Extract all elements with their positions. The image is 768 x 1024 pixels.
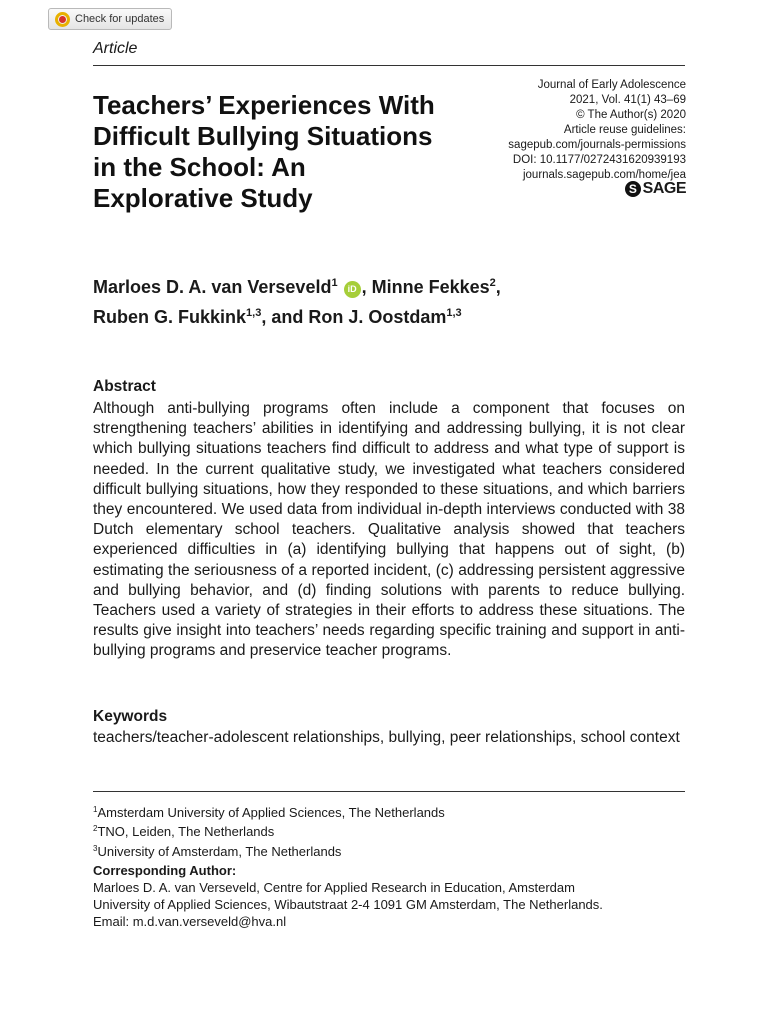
corresponding-author-line: University of Applied Sciences, Wibautstraat 2-4 1091 GM Amsterdam, The Netherlands. (93, 897, 603, 912)
sage-logo-icon: S (625, 181, 641, 197)
check-for-updates-label: Check for updates (75, 13, 165, 25)
affiliation-marker: 1,3 (446, 307, 462, 319)
paper-title: Teachers’ Experiences With Difficult Bullying Situations in the School: An Explorative Study (93, 90, 435, 213)
sage-wordmark: SAGE (642, 180, 686, 197)
journal-homepage-link[interactable]: journals.sagepub.com/home/jea (522, 169, 686, 181)
header-divider (93, 65, 685, 66)
author-name: , Minne Fekkes (361, 277, 490, 297)
journal-name: Journal of Early Adolescence (537, 79, 686, 91)
affiliation-marker: 2 (489, 277, 496, 289)
check-for-updates-button[interactable] (48, 8, 172, 30)
affiliation-marker: 1 (331, 277, 338, 289)
orcid-icon[interactable]: iD (344, 281, 361, 298)
permissions-link[interactable]: sagepub.com/journals-permissions (508, 139, 686, 151)
affiliation-marker: 1,3 (246, 307, 262, 319)
reuse-guidelines-label: Article reuse guidelines: (563, 124, 686, 136)
journal-info (446, 78, 686, 183)
affiliation-item: $^3$University of Amsterdam, The Netherlands (93, 843, 342, 859)
keywords-text: teachers/teacher-adolescent relationships, bullying, peer relationships, school context (93, 729, 680, 746)
author-name: , and Ron J. Oostdam (261, 307, 447, 327)
author-name: Ruben G. Fukkink (93, 307, 247, 327)
journal-citation: 2021, Vol. 41(1) 43–69 (569, 94, 686, 106)
affiliation-item: $^1$Amsterdam University of Applied Sciences, The Netherlands (93, 805, 445, 820)
corresponding-author-line: Marloes D. A. van Verseveld, Centre for Applied Research in Education, Amsterdam (93, 880, 575, 895)
keywords-heading: Keywords (93, 708, 168, 725)
copyright-notice: © The Author(s) 2020 (576, 109, 686, 121)
update-status-icon (55, 12, 70, 27)
author-name: Marloes D. A. van Verseveld (93, 277, 332, 297)
corresponding-author-email[interactable]: Email: m.d.van.verseveld@hva.nl (93, 914, 287, 929)
footnote-divider (93, 791, 685, 792)
affiliations (93, 802, 445, 860)
abstract-heading: Abstract (93, 378, 156, 395)
abstract-text: Although anti-bullying programs often include a component that focuses on strengthening teachers’ abilities in identifying and addressing bullying, it is not clear which bullying situations teachers find difficult to address and what type of support is needed. In the current qualitative study, we investigated what teachers considered difficult bullying situations, how they responded to these situations, and which barriers they encountered. We used data from individual in-depth interviews conducted with 38 Dutch elementary school teachers. Qualitative analysis showed that teachers experienced difficulties in (a) identifying bullying that happens out of sight, (b) estimating the seriousness of a reported incident, (c) addressing persistent aggressive and bullying behavior, and (d) finding solutions with parents to reduce bullying. Teachers used a variety of strategies in their efforts to address these situations. The results give insight into teachers’ needs regarding specific training and support in anti-bullying programs and preservice teacher programs. (93, 400, 685, 660)
sage-logo (625, 180, 686, 198)
affiliation-item: $^2$TNO, Leiden, The Netherlands (93, 824, 275, 840)
article-type-label: Article (93, 40, 138, 57)
author-separator: , (495, 277, 501, 297)
doi-link[interactable]: DOI: 10.1177/0272431620939193 (512, 154, 686, 166)
corresponding-author-heading: Corresponding Author: (93, 863, 237, 878)
corresponding-author (93, 862, 603, 930)
author-list (93, 270, 693, 330)
